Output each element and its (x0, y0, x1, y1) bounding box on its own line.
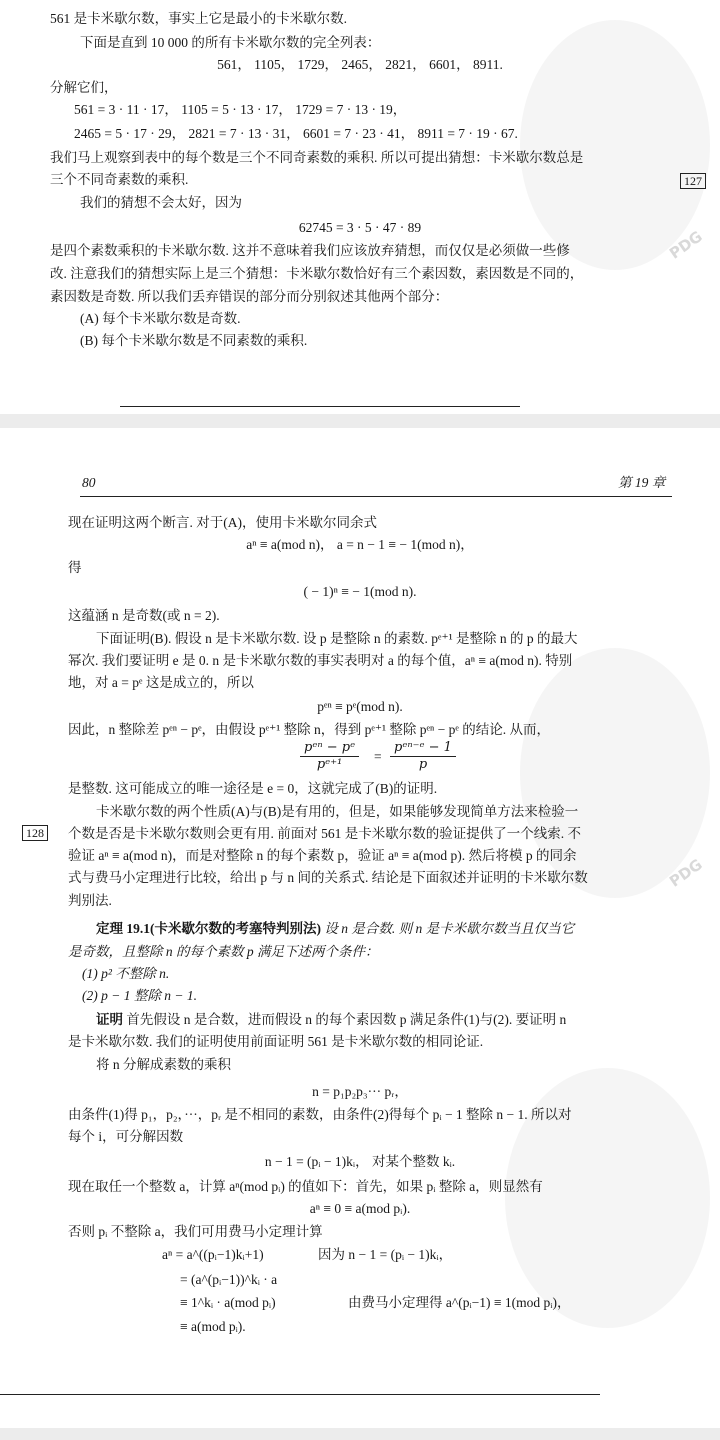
derivation-step: ≡ 1^kᵢ · a(mod pᵢ) (180, 1295, 276, 1310)
text-line: 判别法. (68, 893, 112, 908)
text-line: 每个 i，可分解因数 (68, 1129, 184, 1144)
equation: ( − 1)ⁿ ≡ − 1(mod n). (303, 584, 417, 599)
fraction-left (300, 740, 359, 773)
watermark-text: PDG (666, 855, 706, 891)
theorem-text: 设 n 是合数. 则 n 是卡米歇尔数当且仅当它 (324, 921, 575, 936)
derivation-step: aⁿ = a^((pᵢ−1)kᵢ+1) (162, 1247, 264, 1262)
text-line: 分解它们， (50, 80, 118, 95)
list-item: (B) 每个卡米歇尔数是不同素数的乘积. (80, 333, 308, 348)
text-line: 561 是卡米歇尔数，事实上它是最小的卡米歇尔数. (50, 11, 347, 26)
text-line: 素因数是奇数. 所以我们丢弃错误的部分而分别叙述其他两个部分： (50, 289, 449, 304)
watermark-text: PDG (666, 227, 706, 263)
list-item: (A) 每个卡米歇尔数是奇数. (80, 311, 241, 326)
text-line: 这蕴涵 n 是奇数(或 n = 2). (68, 608, 220, 623)
text-line: 是卡米歇尔数. 我们的证明使用前面证明 561 是卡米歇尔数的相同论证. (68, 1034, 484, 1049)
condition-2: (2) p − 1 整除 n − 1. (82, 988, 197, 1003)
factorization-line: 561 = 3 · 11 · 17， 1105 = 5 · 13 · 17， 1729 = 7 · 13 · 19， (74, 102, 407, 117)
text-line: 下面是直到 10 000 的所有卡米歇尔数的完全列表： (80, 35, 381, 50)
fraction-numerator: pᵉⁿ − pᵉ (300, 740, 359, 757)
proof-text: 首先假设 n 是合数，进而假设 n 的每个素因数 p 满足条件(1)与(2). 要证明 n (126, 1012, 567, 1027)
text-line: 因此，n 整除差 pᵉⁿ − pᵉ，由假设 pᵉ⁺¹ 整除 n，得到 pᵉ⁺¹ 整除 pᵉⁿ − pᵉ 的结论. 从而， (68, 722, 550, 737)
carmichael-list: 561， 1105， 1729， 2465， 2821， 6601， 8911. (217, 57, 503, 72)
derivation-step: ≡ a(mod pᵢ). (180, 1319, 246, 1334)
text-line: 是四个素数乘积的卡米歇尔数. 这并不意味着我们应该放弃猜想，而仅仅是必须做一些修 (50, 243, 570, 258)
text-line: 现在证明这两个断言. 对于(A)，使用卡米歇尔同余式 (68, 515, 377, 530)
text-line: 由条件(1)得 p₁，p₂，···，pᵣ 是不相同的素数，由条件(2)得每个 pᵢ − 1 整除 n − 1. 所以对 (68, 1107, 572, 1122)
fraction-right (390, 740, 456, 773)
condition-1: (1) p² 不整除 n. (82, 966, 170, 981)
page-bottom-rule (0, 1394, 600, 1395)
book-page-80 (0, 428, 720, 1428)
theorem-statement (96, 920, 574, 938)
page-bottom-rule (120, 406, 520, 407)
theorem-text: 是奇数，且整除 n 的每个素数 p 满足下述两个条件： (68, 944, 379, 959)
equation: aⁿ ≡ a(mod n)， a = n − 1 ≡ − 1(mod n)， (246, 537, 474, 552)
margin-page-ref: 128 (22, 825, 48, 841)
fraction-denominator: pᵉ⁺¹ (316, 757, 343, 772)
derivation-step: = (a^(pᵢ−1))^kᵢ · a (180, 1272, 278, 1287)
book-page-top (0, 0, 720, 414)
proof-label: 证明 (96, 1012, 123, 1027)
text-line: 将 n 分解成素数的乘积 (96, 1057, 231, 1072)
equation: aⁿ ≡ 0 ≡ a(mod pᵢ). (309, 1201, 411, 1216)
factorization-line: 2465 = 5 · 17 · 29， 2821 = 7 · 13 · 31， 6601 = 7 · 23 · 41， 8911 = 7 · 19 · 67. (74, 126, 518, 141)
equals-sign: = (374, 749, 382, 764)
text-line: 改. 注意我们的猜想实际上是三个猜想：卡米歇尔数恰好有三个素因数，素因数是不同的， (50, 266, 584, 281)
fraction-denominator: p (418, 757, 428, 772)
text-line: 式与费马小定理进行比较，给出 p 与 n 间的关系式. 结论是下面叙述并证明的卡米歇尔数 (68, 870, 588, 885)
derivation-note: 因为 n − 1 = (pᵢ − 1)kᵢ， (318, 1247, 453, 1262)
text-line: 我们马上观察到表中的每个数是三个不同奇素数的乘积. 所以可提出猜想：卡米歇尔数总是 (50, 150, 584, 165)
equation: 62745 = 3 · 5 · 47 · 89 (298, 220, 422, 235)
header-rule (80, 496, 672, 497)
text-line: 验证 aⁿ ≡ a(mod n)，而是对整除 n 的每个素数 p，验证 aⁿ ≡ a(mod p). 然后将模 p 的同余 (68, 848, 577, 863)
equation: n − 1 = (pᵢ − 1)kᵢ， 对某个整数 kᵢ. (264, 1154, 456, 1169)
text-line: 得 (68, 560, 82, 575)
equation: pᵉⁿ ≡ pᵉ(mod n). (317, 699, 403, 714)
text-line: 卡米歇尔数的两个性质(A)与(B)是有用的，但是，如果能够发现简单方法来检验一 (96, 804, 579, 819)
text-line: 地，对 a = pᵉ 这是成立的，所以 (68, 675, 254, 690)
margin-page-ref: 127 (680, 173, 706, 189)
text-line: 我们的猜想不会太好，因为 (80, 195, 242, 210)
text-line: 是整数. 这可能成立的唯一途径是 e = 0，这就完成了(B)的证明. (68, 781, 438, 796)
text-line: 现在取任一个整数 a，计算 aⁿ(mod pᵢ) 的值如下：首先，如果 pᵢ 整除 a，则显然有 (68, 1179, 543, 1194)
fraction-numerator: pᵉⁿ⁻ᵉ − 1 (390, 740, 456, 757)
proof-line (96, 1011, 566, 1029)
page-number: 80 (82, 475, 96, 490)
text-line: 下面证明(B). 假设 n 是卡米歇尔数. 设 p 是整除 n 的素数. pᵉ⁺¹ 是整除 n 的 p 的最大 (96, 631, 578, 646)
text-line: 三个不同奇素数的乘积. (50, 172, 189, 187)
theorem-title: 定理 19.1(卡米歇尔数的考塞特判别法) (96, 921, 321, 936)
equation: n = p₁p₂p₃··· pᵣ， (312, 1084, 408, 1099)
derivation-note: 由费马小定理得 a^(pᵢ−1) ≡ 1(mod pᵢ)， (348, 1295, 571, 1310)
text-line: 否则 pᵢ 不整除 a，我们可用费马小定理计算 (68, 1224, 323, 1239)
text-line: 个数是否是卡米歇尔数则会更有用. 前面对 561 是卡米歇尔数的验证提供了一个线索. 不 (68, 826, 581, 841)
chapter-header: 第 19 章 (618, 475, 666, 490)
text-line: 幂次. 我们要证明 e 是 0. n 是卡米歇尔数的事实表明对 a 的每个值，aⁿ ≡ a(mod n). 特别 (68, 653, 573, 668)
